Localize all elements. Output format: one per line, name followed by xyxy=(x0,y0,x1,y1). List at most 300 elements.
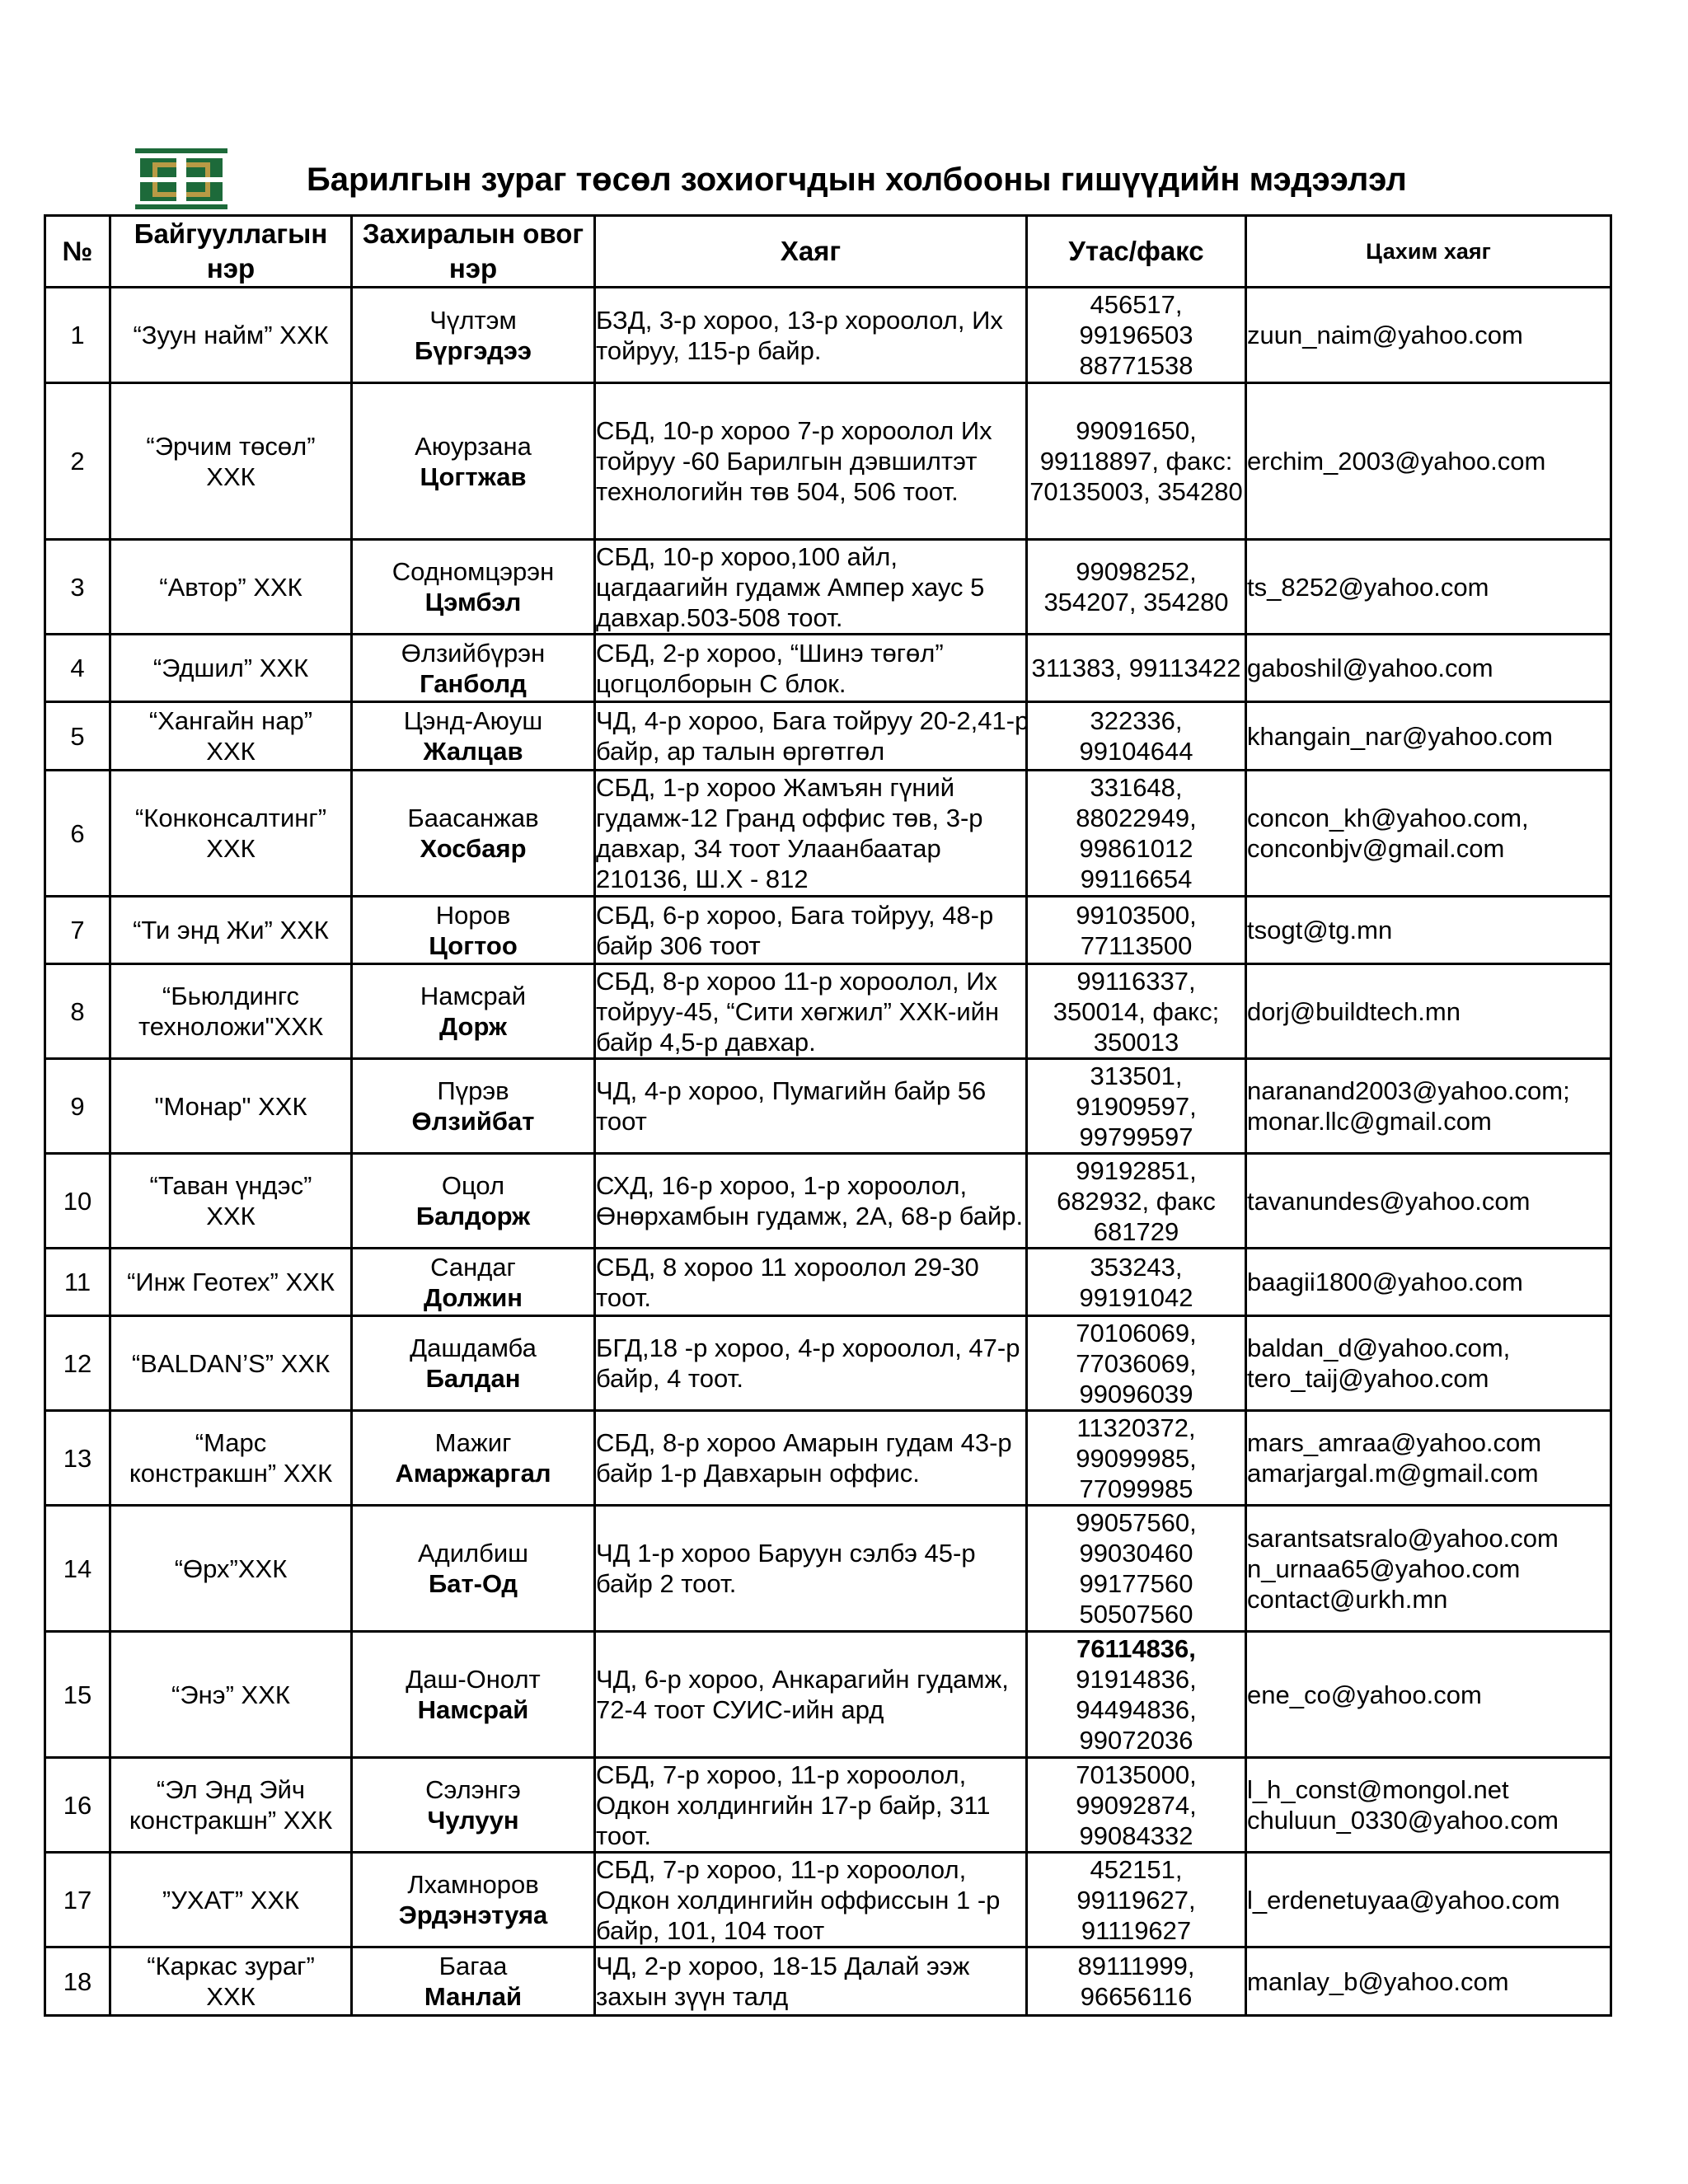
address-line: БЗД, 3-р хороо, 13-р хороолол, Их xyxy=(596,305,1003,335)
email-line: contact@urkh.mn xyxy=(1247,1584,1448,1614)
director-patronymic: Норов xyxy=(435,900,511,930)
phone-fax xyxy=(1027,1853,1246,1947)
table-row xyxy=(45,1059,1611,1154)
row-number: 5 xyxy=(45,702,110,771)
table-row xyxy=(45,288,1611,383)
organization-name xyxy=(110,1411,352,1506)
phone-line: 456517, xyxy=(1090,290,1183,319)
email xyxy=(1246,1853,1611,1947)
address-line: ЧД, 6-р хороо, Анкарагийн гудамж, xyxy=(596,1665,1009,1694)
row-number: 15 xyxy=(45,1632,110,1758)
organization-name-line: технoложи"ХХК xyxy=(138,1012,324,1041)
phone-line: 313501, xyxy=(1090,1061,1183,1090)
phone-line: 99196503 xyxy=(1079,321,1193,349)
address xyxy=(595,1947,1027,2016)
phone-line: 99799597 xyxy=(1079,1122,1193,1151)
phone-line: 99084332 xyxy=(1079,1821,1193,1850)
row-number: 6 xyxy=(45,771,110,897)
director-given-name: Цэмбэл xyxy=(424,588,522,616)
organization-name-line: ХХК xyxy=(206,834,256,863)
phone-fax xyxy=(1027,288,1246,383)
director-name xyxy=(352,1059,595,1154)
phone-line: 99104644 xyxy=(1079,737,1193,766)
header-number: № xyxy=(45,216,110,288)
address-line: Өнөрхамбын гудамж, 2А, 68-р байр. xyxy=(596,1202,1024,1230)
organization-name-line: ХХК xyxy=(206,1202,256,1230)
email-line: mars_amraa@yahoo.com xyxy=(1247,1428,1542,1457)
address-line: ЧД, 4-р хороо, Бага тойруу 20-2,41-р xyxy=(596,706,1029,735)
organization-name xyxy=(110,540,352,635)
row-number: 8 xyxy=(45,964,110,1059)
phone-line: 99096039 xyxy=(1079,1379,1193,1408)
director-name xyxy=(352,1316,595,1411)
email xyxy=(1246,897,1611,964)
address-line: СБД, 8 хороо 11 хороолол 29-30 xyxy=(596,1252,979,1282)
address xyxy=(595,288,1027,383)
email-line: conconbjv@gmail.com xyxy=(1247,834,1505,863)
row-number: 9 xyxy=(45,1059,110,1154)
organization-name-line: “Эдшил” ХХК xyxy=(152,654,309,682)
phone-line: 350013 xyxy=(1093,1027,1179,1057)
phone-line: 70135000, xyxy=(1076,1760,1197,1789)
address-line: тойруу-45, “Сити хөгжил” ХХК-ийн xyxy=(596,996,1000,1026)
address xyxy=(595,1506,1027,1632)
organization-name-line: “Хангайн нар” xyxy=(148,706,313,735)
row-number: 7 xyxy=(45,897,110,964)
phone-fax xyxy=(1027,897,1246,964)
director-given-name: Чулуун xyxy=(427,1806,519,1835)
director-given-name: Ганболд xyxy=(420,668,527,698)
address xyxy=(595,1632,1027,1758)
phone-line: 96656116 xyxy=(1080,1982,1193,2011)
director-name xyxy=(352,635,595,702)
director-patronymic: Цэнд-Аюуш xyxy=(403,706,543,735)
table-header-row xyxy=(45,216,1611,288)
phone-line: 354207, 354280 xyxy=(1043,588,1229,616)
email-line: naranand2003@yahoo.com; xyxy=(1247,1076,1570,1105)
address xyxy=(595,964,1027,1059)
email-line: khangain_nar@yahoo.com xyxy=(1247,721,1553,751)
address-line: байр 4,5-р давхар. xyxy=(596,1027,816,1057)
phone-line: 70135003, 354280 xyxy=(1029,477,1243,506)
row-number: 2 xyxy=(45,383,110,540)
address-line: СБД, 7-р хороо, 11-р хороолол, xyxy=(596,1760,967,1789)
phone-line: 94494836, xyxy=(1076,1695,1197,1724)
phone-line: 50507560 xyxy=(1079,1600,1193,1629)
address xyxy=(595,1316,1027,1411)
director-given-name: Жалцав xyxy=(423,737,523,766)
address-line: захын зүүн талд xyxy=(596,1982,789,2011)
email xyxy=(1246,1411,1611,1506)
organization-name-line: “Энэ” ХХК xyxy=(171,1680,290,1709)
phone-fax xyxy=(1027,1316,1246,1411)
table-body xyxy=(45,288,1611,2016)
organization-name xyxy=(110,1154,352,1249)
members-table xyxy=(44,214,1612,2017)
organization-name-line: “Зуун найм” ХХК xyxy=(133,321,329,349)
address-line: тоот. xyxy=(596,1821,652,1850)
phone-line: 91914836, xyxy=(1076,1665,1197,1694)
phone-line: 99072036 xyxy=(1079,1726,1193,1755)
email-line: tavanundes@yahoo.com xyxy=(1247,1186,1531,1216)
header-organization: Байгууллагын нэр xyxy=(110,216,352,288)
director-patronymic: Дашдамба xyxy=(410,1333,537,1362)
email xyxy=(1246,1059,1611,1154)
organization-name-line: “BALDAN’S” ХХК xyxy=(131,1348,331,1378)
organization-name xyxy=(110,288,352,383)
phone-line: 99057560, xyxy=(1076,1508,1197,1537)
email xyxy=(1246,771,1611,897)
email xyxy=(1246,702,1611,771)
address-line: тоот xyxy=(596,1107,647,1136)
table-row xyxy=(45,383,1611,540)
address-line: давхар.503-508 тоот. xyxy=(596,602,843,632)
email xyxy=(1246,540,1611,635)
email xyxy=(1246,635,1611,702)
director-given-name: Эрдэнэтуяа xyxy=(398,1900,548,1929)
email xyxy=(1246,1758,1611,1853)
table-row xyxy=(45,897,1611,964)
phone-line: 11320372, xyxy=(1076,1413,1196,1442)
address-line: цагдаагийн гудамж Ампер хаус 5 xyxy=(596,572,985,602)
address xyxy=(595,1853,1027,1947)
director-name xyxy=(352,1249,595,1316)
director-name xyxy=(352,897,595,964)
row-number: 10 xyxy=(45,1154,110,1249)
address-line: тойруу -60 Барилгын дэвшилтэт xyxy=(596,447,978,476)
phone-line: 77113500 xyxy=(1080,930,1193,960)
director-given-name: Бүргэдээ xyxy=(415,335,532,365)
director-name xyxy=(352,540,595,635)
address xyxy=(595,383,1027,540)
address xyxy=(595,1154,1027,1249)
table-row xyxy=(45,771,1611,897)
table-row xyxy=(45,1249,1611,1316)
phone-line: 88771538 xyxy=(1079,351,1193,380)
address-line: СБД, 2-р хороо, “Шинэ төгөл” xyxy=(596,638,944,668)
phone-line: 77099985 xyxy=(1079,1474,1193,1503)
row-number: 3 xyxy=(45,540,110,635)
director-patronymic: Сандаг xyxy=(430,1252,516,1282)
director-name xyxy=(352,288,595,383)
organization-name xyxy=(110,1249,352,1316)
row-number: 13 xyxy=(45,1411,110,1506)
director-name xyxy=(352,964,595,1059)
director-patronymic: Чүлтэм xyxy=(429,305,517,335)
address-line: гудамж-12 Гранд оффис төв, 3-р xyxy=(596,804,983,832)
organization-name-line: ”УХАТ” ХХК xyxy=(162,1885,300,1915)
director-patronymic: Баасанжав xyxy=(407,804,539,832)
row-number: 1 xyxy=(45,288,110,383)
table-row xyxy=(45,1411,1611,1506)
email-line: manlay_b@yahoo.com xyxy=(1247,1966,1509,1996)
header-address: Хаяг xyxy=(595,216,1027,288)
organization-name xyxy=(110,897,352,964)
email xyxy=(1246,1632,1611,1758)
phone-line: 452151, xyxy=(1090,1854,1183,1884)
organization-name xyxy=(110,635,352,702)
address-line: СБД, 8-р хороо 11-р хороолол, Их xyxy=(596,966,997,996)
phone-line: 331648, xyxy=(1090,773,1183,802)
address-line: СБД, 7-р хороо, 11-р хороолол, xyxy=(596,1854,967,1884)
address-line: ЧД 1-р хороо Баруун сэлбэ 45-р xyxy=(596,1539,976,1568)
address-line: тойруу, 115-р байр. xyxy=(596,335,822,365)
email-line: concon_kh@yahoo.com, xyxy=(1247,804,1529,832)
address-line: ЧД, 2-р хороо, 18-15 Далай ээж xyxy=(596,1952,970,1980)
organization-name xyxy=(110,702,352,771)
address-line: байр, 101, 104 тоот xyxy=(596,1915,825,1945)
phone-fax xyxy=(1027,1758,1246,1853)
phone-line: 99091650, xyxy=(1076,416,1197,445)
phone-fax xyxy=(1027,1632,1246,1758)
email-line: l_h_const@mongol.net xyxy=(1247,1775,1509,1804)
address xyxy=(595,771,1027,897)
director-given-name: Дорж xyxy=(439,1012,507,1041)
email-line: gaboshil@yahoo.com xyxy=(1247,654,1493,682)
address-line: 72-4 тоот СУИС-ийн ард xyxy=(596,1695,884,1724)
organization-name-line: “Өрх”ХХК xyxy=(174,1554,288,1583)
row-number: 14 xyxy=(45,1506,110,1632)
header-phone: Утас/факс xyxy=(1027,216,1246,288)
email-line: chuluun_0330@yahoo.com xyxy=(1247,1806,1559,1835)
email-line: baldan_d@yahoo.com, xyxy=(1247,1333,1511,1362)
director-name xyxy=(352,702,595,771)
organization-name xyxy=(110,383,352,540)
address-line: СБД, 10-р хороо 7-р хороолол Их xyxy=(596,416,992,445)
phone-line: 89111999, xyxy=(1077,1952,1195,1980)
address xyxy=(595,540,1027,635)
phone-line: 99099985, xyxy=(1076,1443,1197,1473)
phone-fax xyxy=(1027,771,1246,897)
organization-name-line: “Каркас зураг” xyxy=(147,1952,315,1980)
phone-line: 681729 xyxy=(1093,1216,1179,1246)
organization-name-line: “Конконсалтинг” xyxy=(134,804,327,832)
director-name xyxy=(352,383,595,540)
organization-name xyxy=(110,1947,352,2016)
director-patronymic: Содномцэрэн xyxy=(392,557,555,586)
email-line: zuun_naim@yahoo.com xyxy=(1247,321,1523,349)
phone-line: 99191042 xyxy=(1079,1282,1193,1312)
director-patronymic: Намсрай xyxy=(420,982,527,1010)
organization-name-line: “Таван үндэс” xyxy=(149,1171,312,1200)
address-line: 210136, Ш.Х - 812 xyxy=(596,865,809,893)
address-line: байр, ар талын өргөтгөл xyxy=(596,737,885,766)
email-line: l_erdenetuyaa@yahoo.com xyxy=(1247,1885,1560,1915)
phone-line: 88022949, xyxy=(1076,804,1197,832)
phone-line: 99116337, xyxy=(1076,966,1196,996)
phone-line: 99177560 xyxy=(1079,1569,1193,1598)
email xyxy=(1246,1154,1611,1249)
phone-line: 682932, факс xyxy=(1057,1186,1216,1216)
director-given-name: Өлзийбат xyxy=(411,1107,535,1136)
address-line: давхар, 34 тоот Улаанбаатар xyxy=(596,834,941,863)
organization-name xyxy=(110,1059,352,1154)
organization-name-line: констракшн” ХХК xyxy=(129,1806,333,1835)
organization-name xyxy=(110,1853,352,1947)
row-number: 16 xyxy=(45,1758,110,1853)
director-given-name: Хосбаяр xyxy=(420,834,527,863)
phone-fax xyxy=(1027,702,1246,771)
phone-line: 91119627 xyxy=(1081,1915,1192,1945)
address-line: СБД, 10-р хороо,100 айл, xyxy=(596,541,898,571)
organization-name-line: “Эрчим төсөл” xyxy=(146,431,316,461)
director-patronymic: Пүрэв xyxy=(437,1076,509,1105)
table-row xyxy=(45,1947,1611,2016)
address-line: технологийн төв 504, 506 тоот. xyxy=(596,477,959,506)
association-logo xyxy=(132,148,231,209)
phone-line: 99192851, xyxy=(1076,1155,1197,1185)
phone-fax xyxy=(1027,1947,1246,2016)
table-row xyxy=(45,635,1611,702)
address-line: цогцолборын С блок. xyxy=(596,668,846,698)
address-line: тоот. xyxy=(596,1282,652,1312)
address xyxy=(595,702,1027,771)
address xyxy=(595,897,1027,964)
row-number: 12 xyxy=(45,1316,110,1411)
email-line: dorj@buildtech.mn xyxy=(1247,996,1461,1026)
phone-fax xyxy=(1027,1249,1246,1316)
director-patronymic: Аюурзана xyxy=(415,431,532,461)
address-line: байр 1-р Давхарын оффис. xyxy=(596,1459,920,1488)
table-row xyxy=(45,1316,1611,1411)
address xyxy=(595,1059,1027,1154)
address-line: байр 306 тоот xyxy=(596,930,761,960)
row-number: 11 xyxy=(45,1249,110,1316)
director-given-name: Балдорж xyxy=(415,1202,531,1230)
phone-line: 99098252, xyxy=(1076,557,1197,586)
row-number: 17 xyxy=(45,1853,110,1947)
phone-fax xyxy=(1027,635,1246,702)
table-row xyxy=(45,1154,1611,1249)
email-line: erchim_2003@yahoo.com xyxy=(1247,447,1546,476)
director-name xyxy=(352,1947,595,2016)
phone-line: 77036069, xyxy=(1076,1348,1197,1378)
phone-line: 99103500, xyxy=(1076,900,1197,930)
phone-line: 99119627, xyxy=(1076,1885,1196,1915)
email-line: n_urnaa65@yahoo.com xyxy=(1247,1554,1521,1583)
email xyxy=(1246,1947,1611,2016)
director-name xyxy=(352,1411,595,1506)
table-row xyxy=(45,1853,1611,1947)
organization-name xyxy=(110,964,352,1059)
address xyxy=(595,635,1027,702)
document-title: Барилгын зураг төсөл зохиогчдын холбооны гишүүдийн мэдээлэл xyxy=(307,162,1407,198)
table-row xyxy=(45,1506,1611,1632)
director-given-name: Цогтоо xyxy=(429,930,518,960)
address-line: БГД,18 -р хороо, 4-р хороолол, 47-р xyxy=(596,1333,1020,1362)
address-line: Одкон холдингийн оффиссын 1 -р xyxy=(596,1885,1001,1915)
phone-fax xyxy=(1027,540,1246,635)
email-line: monar.llc@gmail.com xyxy=(1247,1107,1492,1136)
header-email: Цахим хаяг xyxy=(1246,216,1611,288)
phone-line: 99030460 xyxy=(1079,1539,1193,1568)
address xyxy=(595,1758,1027,1853)
director-name xyxy=(352,1506,595,1632)
director-given-name: Должин xyxy=(423,1282,523,1312)
row-number: 18 xyxy=(45,1947,110,2016)
organization-name xyxy=(110,771,352,897)
address-line: байр 2 тоот. xyxy=(596,1569,737,1598)
organization-name-line: “Марс xyxy=(195,1428,267,1457)
director-patronymic: Даш-Онолт xyxy=(406,1665,541,1694)
table-row xyxy=(45,1632,1611,1758)
phone-line: 76114836, xyxy=(1076,1634,1196,1663)
table-row xyxy=(45,1758,1611,1853)
director-name xyxy=(352,1758,595,1853)
email-line: ene_co@yahoo.com xyxy=(1247,1680,1482,1709)
director-given-name: Амаржаргал xyxy=(395,1459,551,1488)
address-line: Одкон холдингийн 17-р байр, 311 xyxy=(596,1790,991,1820)
address-line: СБД, 8-р хороо Амарын гудам 43-р xyxy=(596,1428,1012,1457)
email xyxy=(1246,964,1611,1059)
organization-name xyxy=(110,1632,352,1758)
table-row xyxy=(45,964,1611,1059)
email xyxy=(1246,1249,1611,1316)
organization-name-line: “Инж Геотех” ХХК xyxy=(127,1268,335,1296)
association-logo-graphic xyxy=(132,148,231,209)
director-patronymic: Адилбиш xyxy=(417,1539,529,1568)
email-line: tero_taij@yahoo.com xyxy=(1247,1364,1489,1393)
address xyxy=(595,1411,1027,1506)
email-line: amarjargal.m@gmail.com xyxy=(1247,1459,1539,1488)
organization-name xyxy=(110,1758,352,1853)
phone-fax xyxy=(1027,383,1246,540)
director-given-name: Бат-Од xyxy=(428,1569,518,1598)
director-patronymic: Лхамноров xyxy=(407,1870,539,1899)
phone-line: 311383, 99113422 xyxy=(1031,654,1241,682)
phone-line: 99116654 xyxy=(1080,865,1193,893)
address xyxy=(595,1249,1027,1316)
organization-name-line: “Ти энд Жи” ХХК xyxy=(133,916,329,944)
director-patronymic: Оцол xyxy=(441,1171,505,1200)
phone-line: 322336, xyxy=(1090,706,1183,735)
email-line: ts_8252@yahoo.com xyxy=(1247,572,1489,602)
organization-name-line: “Автор” ХХК xyxy=(159,572,302,602)
phone-line: 350014, факс; xyxy=(1053,996,1220,1026)
director-name xyxy=(352,771,595,897)
director-name xyxy=(352,1853,595,1947)
phone-line: 99118897, факс: xyxy=(1039,447,1233,476)
director-given-name: Балдан xyxy=(425,1364,521,1393)
organization-name xyxy=(110,1316,352,1411)
phone-line: 91909597, xyxy=(1076,1091,1197,1121)
address-line: СБД, 6-р хороо, Бага тойруу, 48-р xyxy=(596,900,994,930)
director-patronymic: Өлзийбүрэн xyxy=(401,638,546,668)
phone-fax xyxy=(1027,1411,1246,1506)
director-given-name: Намсрай xyxy=(417,1695,529,1724)
email-line: sarantsatsralo@yahoo.com xyxy=(1247,1523,1559,1553)
address-line: СХД, 16-р хороо, 1-р хороолол, xyxy=(596,1171,968,1200)
table-row xyxy=(45,540,1611,635)
organization-name-line: “Эл Энд Эйч xyxy=(156,1775,306,1804)
director-patronymic: Сэлэнгэ xyxy=(425,1775,521,1804)
phone-fax xyxy=(1027,1059,1246,1154)
director-name xyxy=(352,1632,595,1758)
organization-name-line: “Бьюлдингс xyxy=(162,982,300,1010)
phone-fax xyxy=(1027,1154,1246,1249)
phone-line: 99092874, xyxy=(1076,1790,1197,1820)
table-row xyxy=(45,702,1611,771)
email xyxy=(1246,383,1611,540)
phone-line: 99861012 xyxy=(1079,834,1193,863)
row-number: 4 xyxy=(45,635,110,702)
director-patronymic: Багаа xyxy=(438,1952,508,1980)
phone-line: 70106069, xyxy=(1076,1318,1197,1347)
phone-fax xyxy=(1027,964,1246,1059)
organization-name xyxy=(110,1506,352,1632)
phone-line: 353243, xyxy=(1090,1252,1183,1282)
address-line: байр, 4 тоот. xyxy=(596,1364,743,1393)
